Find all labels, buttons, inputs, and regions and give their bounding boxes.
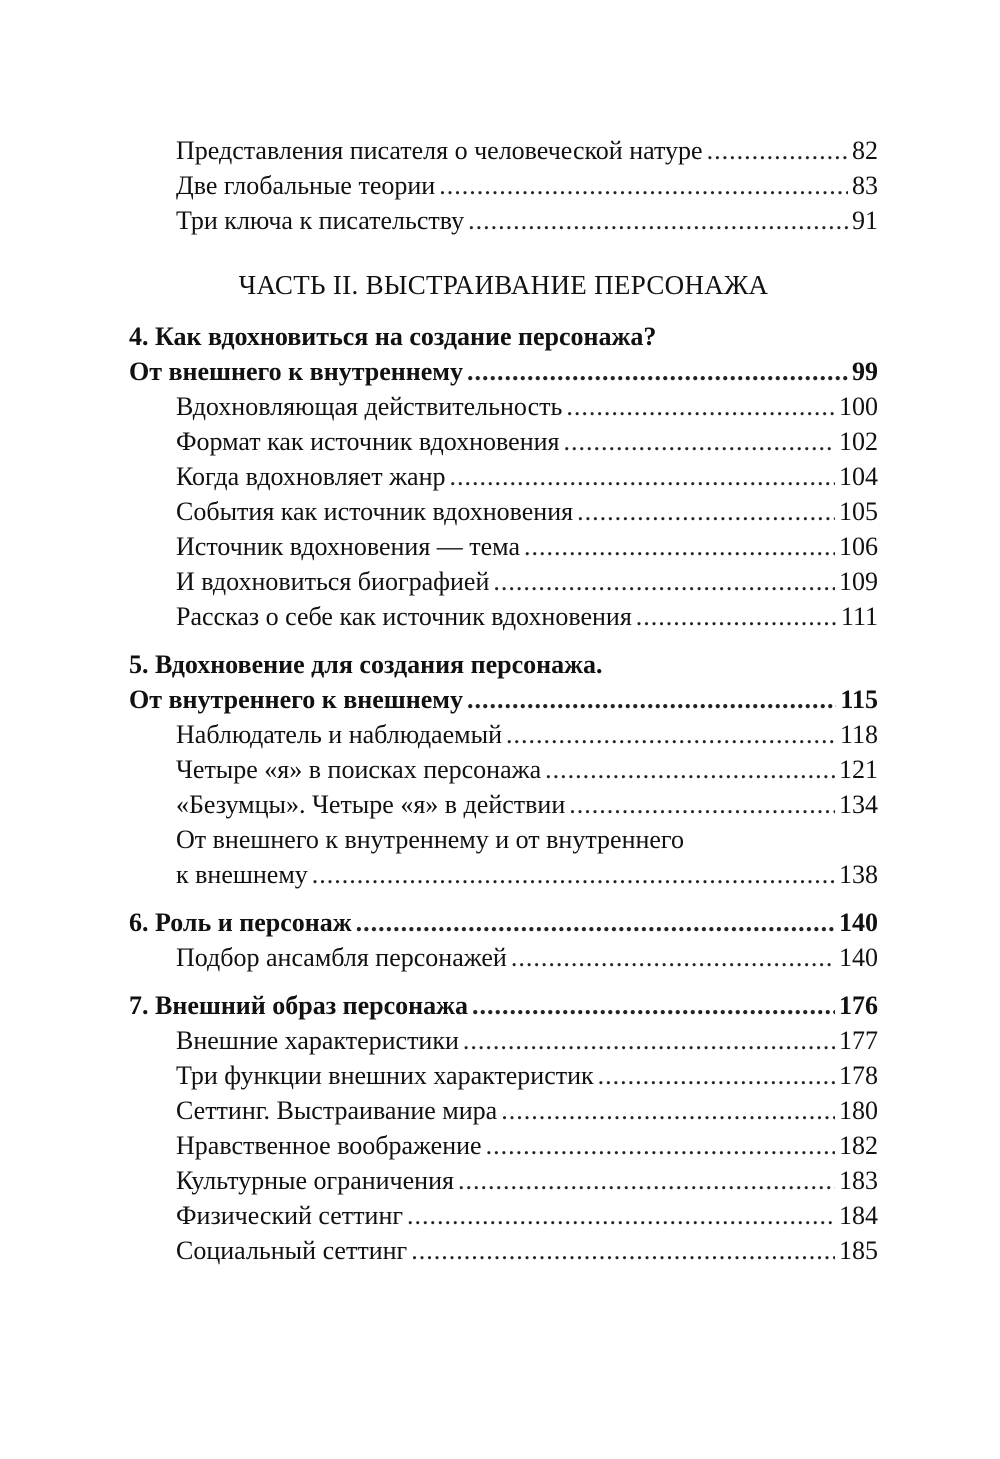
chapter-entry: От внутреннего к внешнему ..... 115 — [129, 682, 878, 717]
page-number: 91 — [852, 206, 878, 235]
page-number: 111 — [840, 602, 878, 631]
toc-entry: Культурные ограничения ..... 183 — [129, 1163, 878, 1198]
page-number: 140 — [839, 908, 878, 937]
toc-entry: Представления писателя о человеческой натуре ..... 82 — [129, 133, 878, 168]
page-number: 177 — [839, 1026, 878, 1055]
page-number: 106 — [839, 532, 878, 561]
page-number: 134 — [839, 790, 878, 819]
page-number: 121 — [839, 755, 878, 784]
chapter-title: 5. Вдохновение для создания персонажа. — [129, 650, 603, 679]
page-number: 183 — [839, 1166, 878, 1195]
toc-entry: Три ключа к писательству ..... 91 — [129, 203, 878, 238]
chapter-entry: 7. Внешний образ персонажа ..... 176 — [129, 988, 878, 1023]
toc-entry: Три функции внешних характеристик ..... 178 — [129, 1058, 878, 1093]
page-number: 178 — [839, 1061, 878, 1090]
part-heading: ЧАСТЬ II. ВЫСТРАИВАНИЕ ПЕРСОНАЖА — [238, 270, 769, 300]
page-number: 176 — [839, 991, 878, 1020]
page-number: 138 — [839, 860, 878, 889]
toc-entry: Когда вдохновляет жанр ..... 104 — [129, 459, 878, 494]
page-number: 99 — [852, 357, 878, 386]
toc-entry: Рассказ о себе как источник вдохновения ..... 111 — [129, 599, 878, 634]
toc-entry: к внешнему ..... 138 — [129, 857, 878, 892]
page-number: 184 — [839, 1201, 878, 1230]
page-number: 182 — [839, 1131, 878, 1160]
page-number: 180 — [839, 1096, 878, 1125]
toc-entry: Источник вдохновения — тема ..... 106 — [129, 529, 878, 564]
page-number: 104 — [839, 462, 878, 491]
page-number: 118 — [839, 720, 878, 749]
toc-entry: Социальный сеттинг ..... 185 — [129, 1233, 878, 1268]
chapter-title: 4. Как вдохновиться на создание персонажа? — [129, 322, 657, 351]
toc-entry: Подбор ансамбля персонажей ..... 140 — [129, 940, 878, 975]
page-number: 82 — [852, 136, 878, 165]
page-number: 115 — [840, 685, 878, 714]
table-of-contents — [129, 133, 878, 1268]
toc-entry: События как источник вдохновения ..... 105 — [129, 494, 878, 529]
toc-entry: «Безумцы». Четыре «я» в действии ..... 134 — [129, 787, 878, 822]
toc-entry: Наблюдатель и наблюдаемый ..... 118 — [129, 717, 878, 752]
toc-entry: Физический сеттинг ..... 184 — [129, 1198, 878, 1233]
toc-entry: Нравственное воображение ..... 182 — [129, 1128, 878, 1163]
chapter-entry: 6. Роль и персонаж ..... 140 — [129, 905, 878, 940]
chapter-entry: От внешнего к внутреннему ..... 99 — [129, 354, 878, 389]
toc-entry: Сеттинг. Выстраивание мира ..... 180 — [129, 1093, 878, 1128]
toc-entry: И вдохновиться биографией ..... 109 — [129, 564, 878, 599]
page-number: 100 — [839, 392, 878, 421]
page-number: 109 — [839, 567, 878, 596]
page-number: 102 — [839, 427, 878, 456]
page-number: 105 — [839, 497, 878, 526]
toc-entry: Четыре «я» в поисках персонажа ..... 121 — [129, 752, 878, 787]
toc-entry: Две глобальные теории ..... 83 — [129, 168, 878, 203]
toc-entry: Формат как источник вдохновения ..... 102 — [129, 424, 878, 459]
page-number: 140 — [839, 943, 878, 972]
toc-entry: Внешние характеристики ..... 177 — [129, 1023, 878, 1058]
toc-entry-wrapped-line: От внешнего к внутреннему и от внутреннего — [176, 825, 684, 854]
toc-entry: Вдохновляющая действительность ..... 100 — [129, 389, 878, 424]
page-number: 83 — [852, 171, 878, 200]
page-number: 185 — [839, 1236, 878, 1265]
